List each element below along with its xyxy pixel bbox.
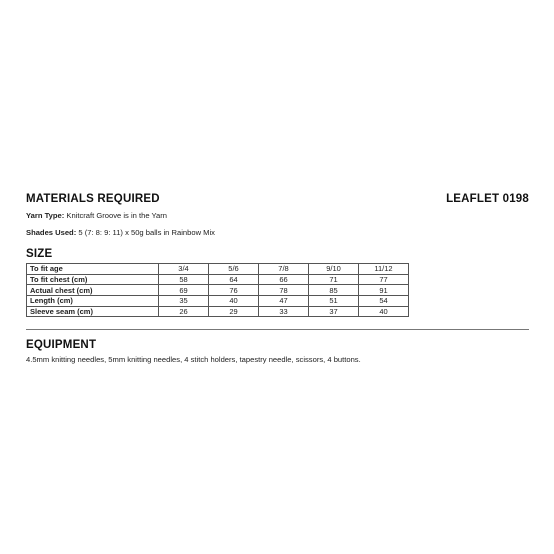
table-row — [27, 264, 409, 275]
table-cell: 29 — [209, 306, 259, 317]
table-cell: 66 — [259, 274, 309, 285]
row-label: Actual chest (cm) — [27, 285, 159, 296]
section-divider — [26, 329, 529, 330]
size-heading: SIZE — [26, 248, 53, 260]
row-label: Sleeve seam (cm) — [27, 306, 159, 317]
table-cell: 69 — [159, 285, 209, 296]
table-cell: 77 — [359, 274, 409, 285]
table-cell: 5/6 — [209, 264, 259, 275]
yarn-type-value: Knitcraft Groove is in the Yarn — [66, 211, 167, 220]
leaflet-number: LEAFLET 0198 — [446, 193, 529, 205]
table-cell: 35 — [159, 296, 209, 307]
table-cell: 54 — [359, 296, 409, 307]
table-cell: 47 — [259, 296, 309, 307]
table-cell: 71 — [309, 274, 359, 285]
table-cell: 58 — [159, 274, 209, 285]
yarn-type-label: Yarn Type: — [26, 211, 65, 220]
shades-used-line — [26, 228, 215, 237]
row-label: To fit age — [27, 264, 159, 275]
table-cell: 33 — [259, 306, 309, 317]
table-cell: 3/4 — [159, 264, 209, 275]
table-cell: 85 — [309, 285, 359, 296]
table-cell: 26 — [159, 306, 209, 317]
yarn-type-line — [26, 211, 167, 220]
table-cell: 7/8 — [259, 264, 309, 275]
table-cell: 91 — [359, 285, 409, 296]
table-cell: 11/12 — [359, 264, 409, 275]
equipment-list: 4.5mm knitting needles, 5mm knitting needles, 4 stitch holders, tapestry needle, scissors, 4 buttons. — [26, 355, 361, 364]
table-row — [27, 296, 409, 307]
materials-header — [26, 193, 529, 205]
table-row — [27, 306, 409, 317]
table-cell: 37 — [309, 306, 359, 317]
table-row — [27, 285, 409, 296]
table-cell: 76 — [209, 285, 259, 296]
shades-used-value: 5 (7: 8: 9: 11) x 50g balls in Rainbow Mix — [78, 228, 215, 237]
table-cell: 40 — [209, 296, 259, 307]
shades-used-label: Shades Used: — [26, 228, 77, 237]
materials-heading: MATERIALS REQUIRED — [26, 193, 160, 205]
table-cell: 64 — [209, 274, 259, 285]
row-label: To fit chest (cm) — [27, 274, 159, 285]
row-label: Length (cm) — [27, 296, 159, 307]
table-cell: 40 — [359, 306, 409, 317]
size-table — [26, 263, 409, 317]
table-cell: 9/10 — [309, 264, 359, 275]
equipment-heading: EQUIPMENT — [26, 339, 97, 351]
table-row — [27, 274, 409, 285]
table-cell: 51 — [309, 296, 359, 307]
table-cell: 78 — [259, 285, 309, 296]
